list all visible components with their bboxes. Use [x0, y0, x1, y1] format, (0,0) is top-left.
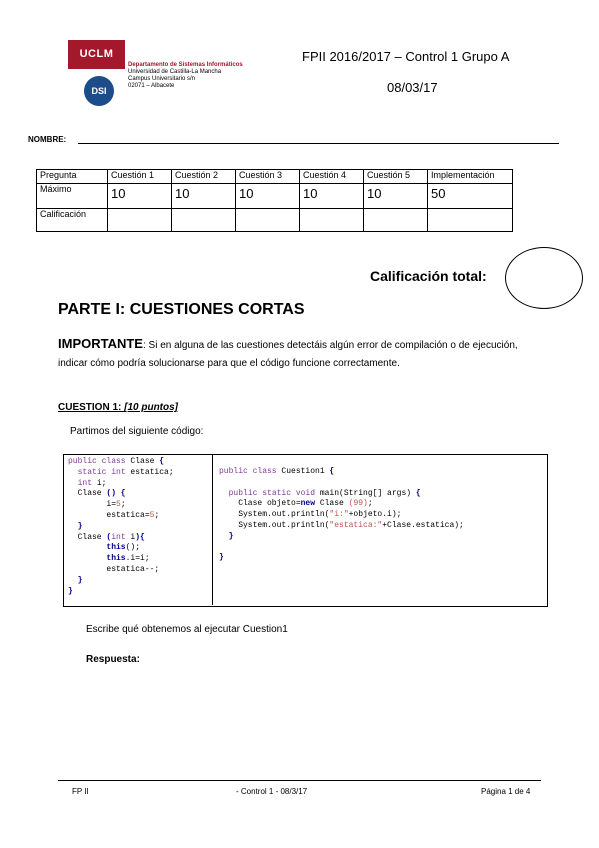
dept-line-4: 02071 – Albacete: [128, 83, 175, 89]
grade-input-cell[interactable]: [108, 209, 172, 232]
table-cell: Cuestión 1: [108, 170, 172, 184]
table-cell: 10: [108, 184, 172, 209]
grade-input-cell[interactable]: [172, 209, 236, 232]
table-cell: Máximo: [37, 184, 108, 209]
table-row: [37, 209, 513, 232]
grades-table: [36, 169, 513, 232]
code-divider: [212, 454, 213, 605]
dept-line-2: Universidad de Castilla-La Mancha: [128, 69, 222, 75]
table-cell: Calificación: [37, 209, 108, 232]
table-cell: 10: [236, 184, 300, 209]
table-cell: Cuestión 3: [236, 170, 300, 184]
department-badge: DSI: [84, 76, 114, 106]
code-clase: public class Clase { static int estatica; int i; Clase () { i=5; estatica=5; } Clase (int i){ this(); this.i=i; estatica--; } }: [68, 457, 174, 596]
table-cell: 10: [364, 184, 428, 209]
code-cuestion1: public class Cuestion1 { public static void main(String[] args) { Clase objeto=new Clase (99); System.out.println("i:"+objeto.i); System.out.println("estatica:"+Clase.estatica); } }: [219, 467, 464, 563]
table-cell: 50: [428, 184, 513, 209]
course-title: FPII 2016/2017 – Control 1 Grupo A: [302, 49, 510, 64]
question-intro: Partimos del siguiente código:: [70, 426, 204, 437]
grade-input-cell[interactable]: [300, 209, 364, 232]
table-cell: Cuestión 4: [300, 170, 364, 184]
table-header-row: [37, 170, 513, 184]
table-row: [37, 184, 513, 209]
table-cell: Implementación: [428, 170, 513, 184]
total-grade-label: Calificación total:: [370, 268, 487, 284]
important-text: : Si en alguna de las cuestiones detectáis algún error de compilación o de ejecución, indicar cómo podría solucionarse para que el código funcione correctamente.: [58, 340, 518, 369]
name-label: NOMBRE:: [28, 135, 67, 144]
footer-left: FP II: [72, 787, 89, 796]
table-cell: Cuestión 2: [172, 170, 236, 184]
question-title: [58, 402, 178, 413]
dept-line-1: Departamento de Sistemas Informáticos: [128, 62, 243, 68]
important-note: [58, 335, 528, 373]
total-grade-circle[interactable]: [505, 247, 583, 309]
grade-input-cell[interactable]: [364, 209, 428, 232]
university-logo: [68, 40, 125, 69]
question-number: CUESTION 1:: [58, 402, 125, 413]
grade-input-cell[interactable]: [236, 209, 300, 232]
footer-divider: [58, 780, 541, 781]
logo-text: UCLM: [79, 48, 114, 60]
answer-label: Respuesta:: [86, 654, 140, 665]
table-cell: Pregunta: [37, 170, 108, 184]
question-instruction: Escribe qué obtenemos al ejecutar Cuestion1: [86, 624, 288, 635]
grade-input-cell[interactable]: [428, 209, 513, 232]
part-title: PARTE I: CUESTIONES CORTAS: [58, 301, 305, 318]
table-cell: 10: [300, 184, 364, 209]
table-cell: Cuestión 5: [364, 170, 428, 184]
table-cell: 10: [172, 184, 236, 209]
footer-page-number: Página 1 de 4: [481, 787, 531, 796]
question-points: [10 puntos]: [124, 402, 179, 413]
important-label: IMPORTANTE: [58, 336, 143, 351]
exam-date: 08/03/17: [387, 80, 438, 95]
footer-center: - Control 1 - 08/3/17: [236, 787, 308, 796]
department-address: [128, 62, 243, 90]
dept-line-3: Campus Universitario s/n: [128, 76, 196, 82]
name-field-line: [78, 143, 559, 144]
